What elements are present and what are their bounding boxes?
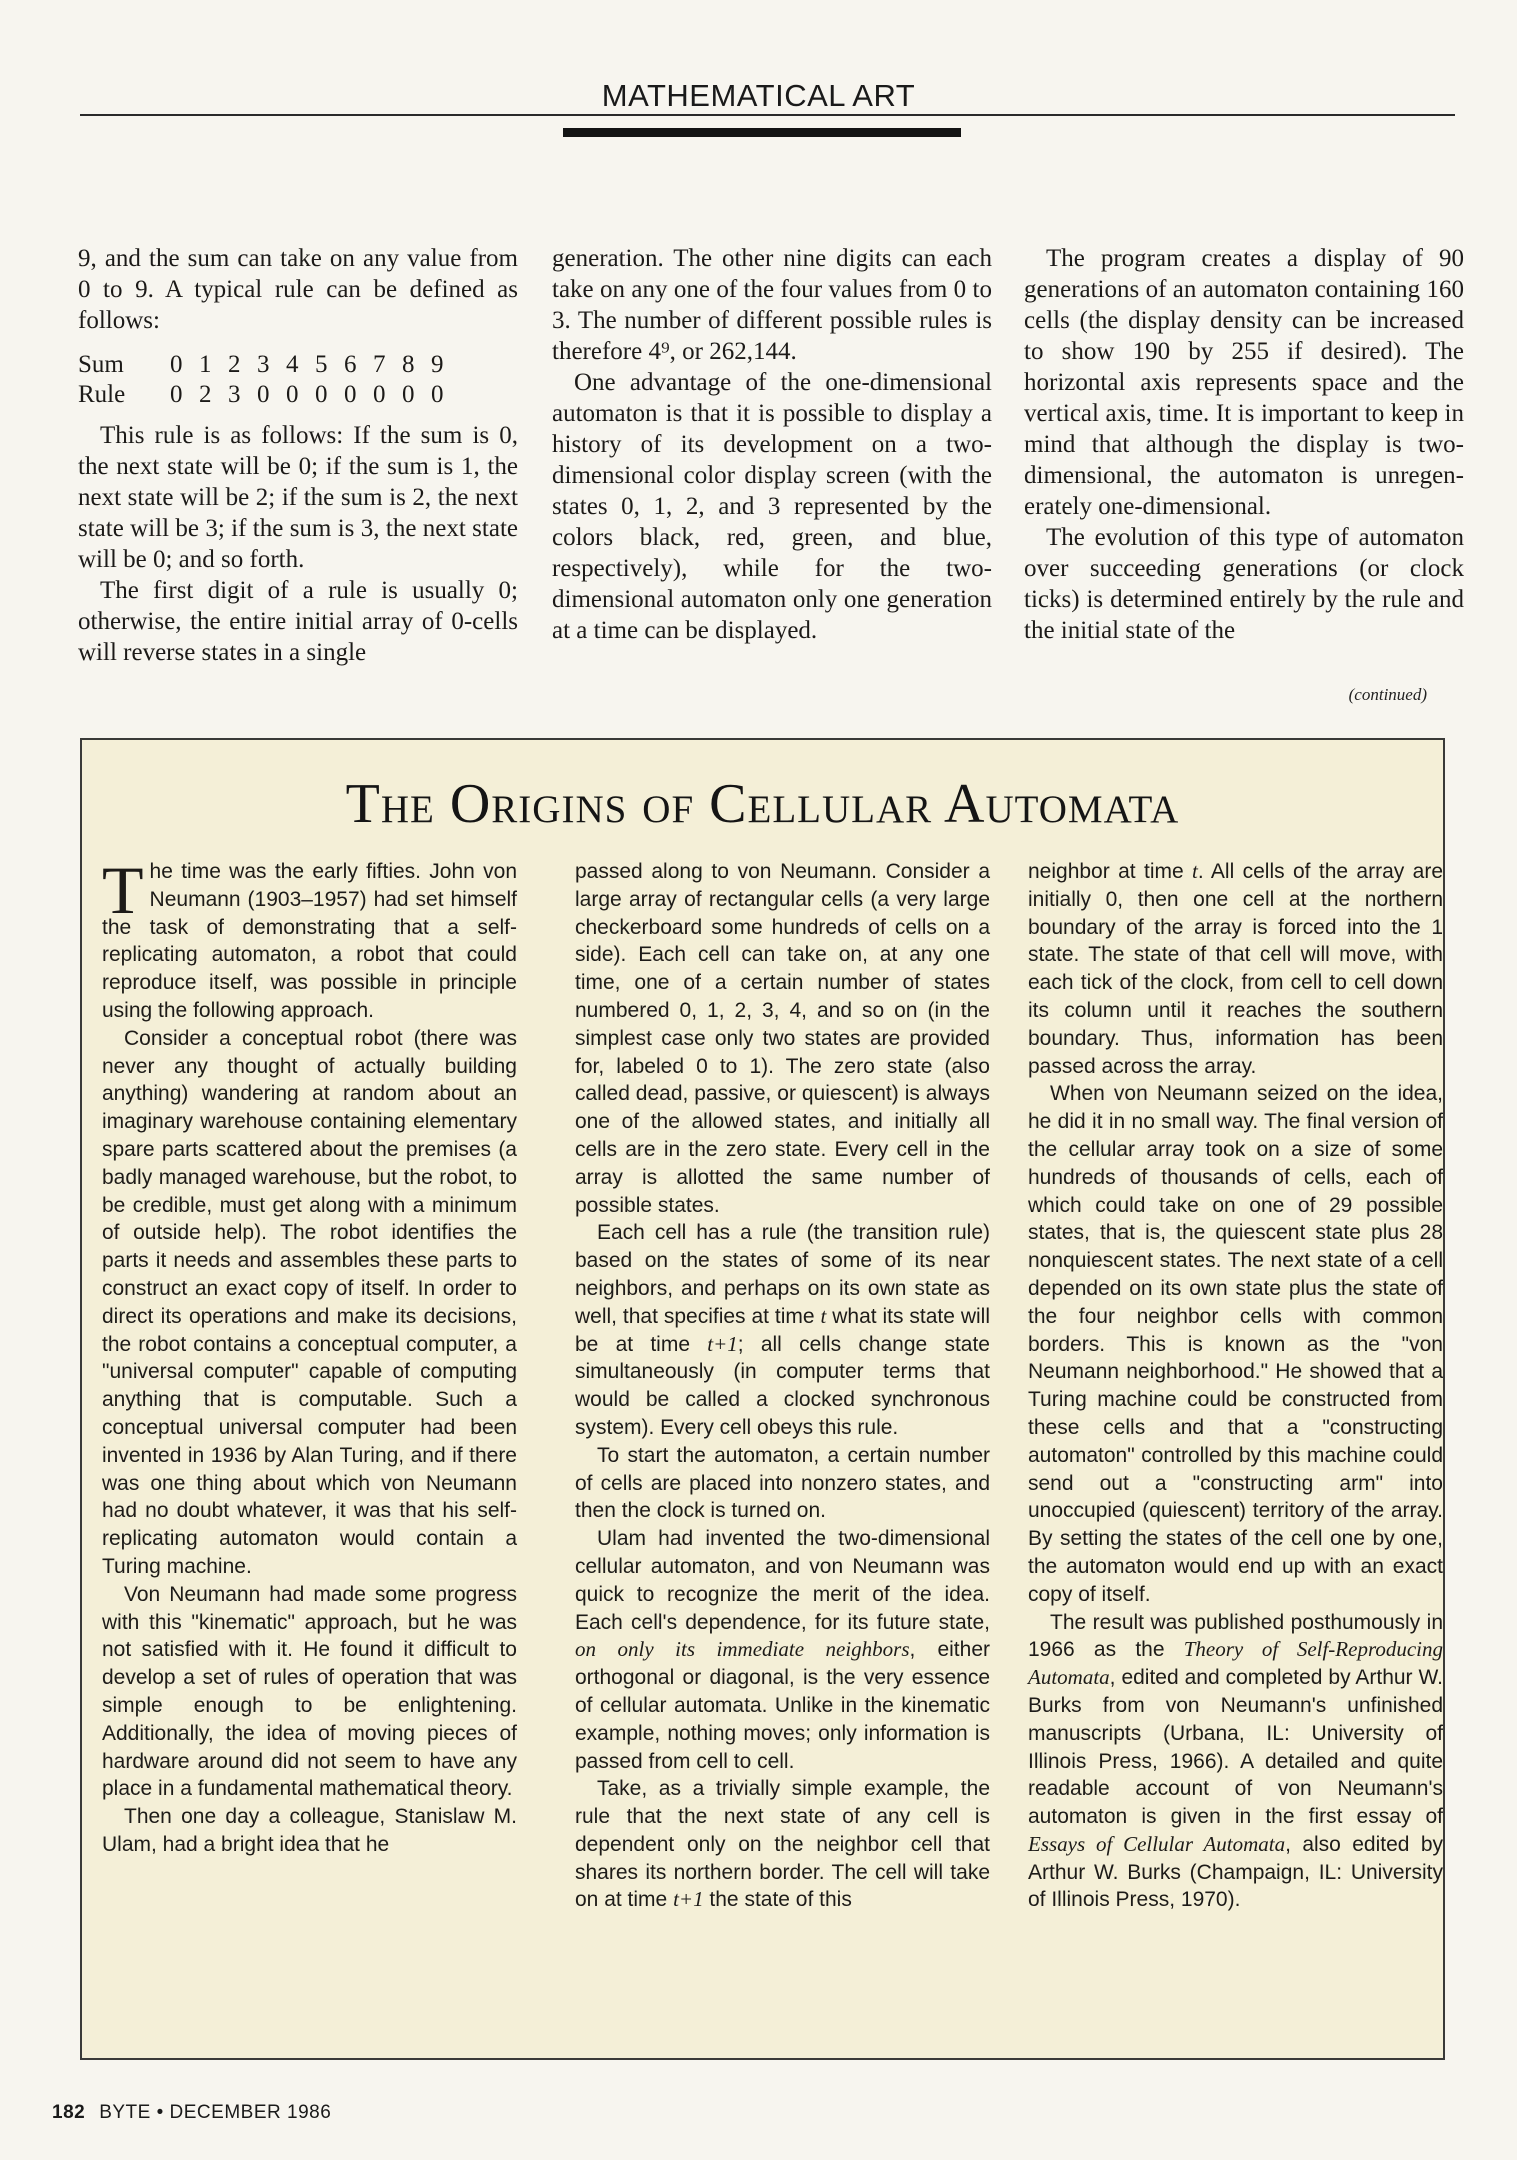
text-run: , also edited by Arthur W. Burks (Champaign, IL: University of Illinois Press, 1970). [1028, 1832, 1443, 1912]
text-run: The result was published posthumously in 1966 as the [1028, 1610, 1443, 1662]
sum-row [78, 350, 460, 380]
rule-label: Rule [78, 381, 126, 408]
text-run: what its state will be at time [575, 1304, 990, 1356]
sum-digit: 2 [228, 351, 241, 378]
sidebar-column-3 [1028, 858, 1443, 1914]
italic-term: t [1192, 859, 1198, 883]
sum-digit: 6 [344, 351, 357, 378]
rule-digit: 3 [228, 381, 241, 408]
paragraph: The evolution of this type of automaton over succeeding generations (or clock ticks) is determined entirely by the rule and the initial state of the [1024, 524, 1464, 644]
sidebar-column-2 [575, 858, 990, 1914]
publication-line: BYTE • DECEMBER 1986 [99, 2102, 332, 2123]
paragraph: 9, and the sum can take on any value from 0 to 9. A typical rule can be defined as follows: [78, 245, 518, 334]
rule-digit: 0 [286, 381, 299, 408]
rule-row [78, 380, 460, 410]
paragraph: passed along to von Neumann. Consider a large array of rectangular cells (a very large checkerboard some hundreds of cells on a side). Each cell can take on, at any one time, one of a certain number of states numbered 0, 1, 2, 3, 4, and so on (in the simplest case only two states are provided for, labeled 0 to 1). The zero state (also called dead, passive, or quiescent) is always one of the allowed states, and initially all cells are in the zero state. Every cell in the array is allotted the same number of possible states. [575, 860, 990, 1217]
article-column-1 [78, 243, 518, 668]
article-column-3 [1024, 243, 1464, 646]
article-column-2 [552, 243, 992, 646]
rule-digit: 0 [344, 381, 357, 408]
paragraph: This rule is as follows: If the sum is 0, the next state will be 0; if the sum is 1, the next state will be 2; if the sum is 2, the next state will be 3; if the sum is 3, the next state will be 0; and so forth. [78, 422, 518, 573]
paragraph: To start the automaton, a certain number of cells are placed into nonzero states, and then the clock is turned on. [575, 1443, 990, 1523]
paragraph: generation. The other nine digits can each take on any one of the four values from 0 to 3. The number of different possible rules is therefore 4⁹, or 262,144. [552, 245, 992, 365]
paragraph [575, 1219, 990, 1441]
italic-term: on only its immediate neighbors [575, 1637, 910, 1662]
paragraph: Von Neumann had made some progress with this "kinematic" approach, but he was not satisfied with it. He found it difficult to develop a set of rules of operation that was simple enough to be enlightening. Additionally, the idea of moving pieces of hardware around did not seem to have any place in a fundamental mathematical theory. [102, 1582, 517, 1801]
sum-digit: 5 [315, 351, 328, 378]
sum-digit: 9 [431, 351, 444, 378]
text-run: the state of this [703, 1888, 852, 1912]
paragraph [575, 1525, 990, 1775]
paragraph: Consider a conceptual robot (there was never any thought of actually building anything) wandering at random about an imaginary warehouse containing elementary spare parts scattered about the premises (a badly managed warehouse, but the robot, to be credible, must get along with a minimum of outside help). The robot identifies the parts it needs and assembles these parts to construct an exact copy of itself. In order to direct its operations and make its decisions, the robot contains a conceptual computer, a "universal computer" capable of computing anything that is computable. Such a conceptual universal computer had been invented in 1936 by Alan Turing, and if there was one thing about which von Neumann had no doubt whatever, it was that his self-replicating automaton would contain a Turing machine. [102, 1026, 517, 1578]
italic-term: t+1 [707, 1331, 738, 1356]
sidebar-column-1 [102, 852, 517, 1859]
paragraph: The program creates a display of 90 generations of an automaton containing 160 cells (the display density can be increased to show 190 by 255 if desired). The horizontal axis represents space and the vertical axis, time. It is important to keep in mind that although the display is two-dimensional, the automaton is unregenerately one-dimensional. [1024, 245, 1464, 520]
italic-term: t [820, 1303, 827, 1328]
text-run: Ulam had invented the two-dimensional cellular automaton, and von Neumann was quick to recognize the merit of the idea. Each cell's dependence, for its future state, [575, 1527, 990, 1634]
text-run: , either orthogonal or diagonal, is the very essence of cellular automata. Unlike in the kinematic example, nothing moves; only information is passed from cell to cell. [575, 1638, 990, 1773]
sum-digit: 7 [373, 351, 386, 378]
book-title: Essays of Cellular Automata [1028, 1831, 1286, 1856]
text-run: Take, as a trivially simple example, the rule that the next state of any cell is dependent only on the neighbor cell that shares its northern border. The cell will take on at time [575, 1777, 990, 1912]
paragraph [1028, 858, 1443, 1080]
book-title: Theory of Self-Reproducing Automata [1028, 1637, 1443, 1690]
paragraph: The first digit of a rule is usually 0; otherwise, the entire initial array of 0-cells will reverse states in a single [78, 577, 518, 666]
text-run: neighbor at time [1028, 860, 1193, 883]
rule-digit: 0 [257, 381, 270, 408]
page-footer [52, 2102, 331, 2124]
paragraph [1028, 1609, 1443, 1915]
paragraph-text: he time was the early fifties. John von Neumann (1903–1957) had set himself the task of demonstrating that a self-replicating automaton, a robot that could reproduce itself, was possible in principle using the following approach. [102, 860, 517, 1022]
header-bar [563, 128, 961, 137]
rule-digit: 0 [170, 381, 183, 408]
rule-table [78, 350, 460, 410]
sum-digit: 1 [199, 351, 212, 378]
text-run: Each cell has a rule (the transition rule) based on the states of some of its near neighbors, and perhaps on its own state as well, that specifies at time [575, 1221, 990, 1328]
section-heading: MATHEMATICAL ART [601, 78, 916, 113]
rule-digit: 0 [315, 381, 328, 408]
text-run: ; all cells change state simultaneously (in computer terms that would be called a clocked synchronous system). Every cell obeys this rule. [575, 1332, 990, 1439]
continued-label: (continued) [1348, 685, 1427, 704]
rule-digit: 0 [431, 381, 444, 408]
sum-digit: 3 [257, 351, 270, 378]
rule-digit: 2 [199, 381, 212, 408]
paragraph: When von Neumann seized on the idea, he did it in no small way. The final version of the cellular array took on a size of some hundreds of thousands of cells, each of which could take on one of 29 possible states, that is, the quiescent state plus 28 nonquiescent states. The next state of a cell depended on its own state plus the state of the four neighbor cells with common borders. This is known as the "von Neumann neighborhood." He showed that a Turing machine could be constructed from these cells and that a "constructing automaton" controlled by this machine could send out a "constructing arm" into unoccupied (quiescent) territory of the array. By setting the states of the cell one by one, the automaton would end up with an exact copy of itself. [1028, 1082, 1443, 1606]
sum-digit: 4 [286, 351, 299, 378]
paragraph [102, 852, 517, 1025]
paragraph: Then one day a colleague, Stanislaw M. Ulam, had a bright idea that he [102, 1805, 517, 1856]
header-rule [80, 114, 1455, 116]
page-number: 182 [52, 2102, 86, 2123]
sum-digit: 8 [402, 351, 415, 378]
rule-digit: 0 [402, 381, 415, 408]
paragraph [575, 1775, 990, 1914]
sum-label: Sum [78, 351, 124, 378]
sidebar-box [80, 738, 1445, 2060]
sidebar-title: The Origins of Cellular Automata [345, 773, 1180, 835]
paragraph: One advantage of the one-dimensional automaton is that it is possible to display a history of its development on a two-dimensional color display screen (with the states 0, 1, 2, and 3 represented by the colors black, red, green, and blue, respectively), while for the two-dimensional automaton only one generation at a time can be displayed. [552, 369, 992, 644]
italic-term: t+1 [673, 1887, 704, 1912]
sum-digit: 0 [170, 351, 183, 378]
drop-cap: T [102, 852, 144, 928]
text-run: , edited and completed by Arthur W. Burks from von Neumann's unfinished manuscripts (Urbana, IL: University of Illinois Press, 1966). A detailed and quite readable account of von Neumann's automaton is given in the first essay of [1028, 1666, 1443, 1829]
text-run: . All cells of the array are initially 0, then one cell at the northern boundary of the array is forced into the 1 state. The state of that cell will move, with each tick of the clock, from cell to cell down its column until it reaches the southern boundary. Thus, information has been passed across the array. [1028, 860, 1443, 1078]
rule-digit: 0 [373, 381, 386, 408]
